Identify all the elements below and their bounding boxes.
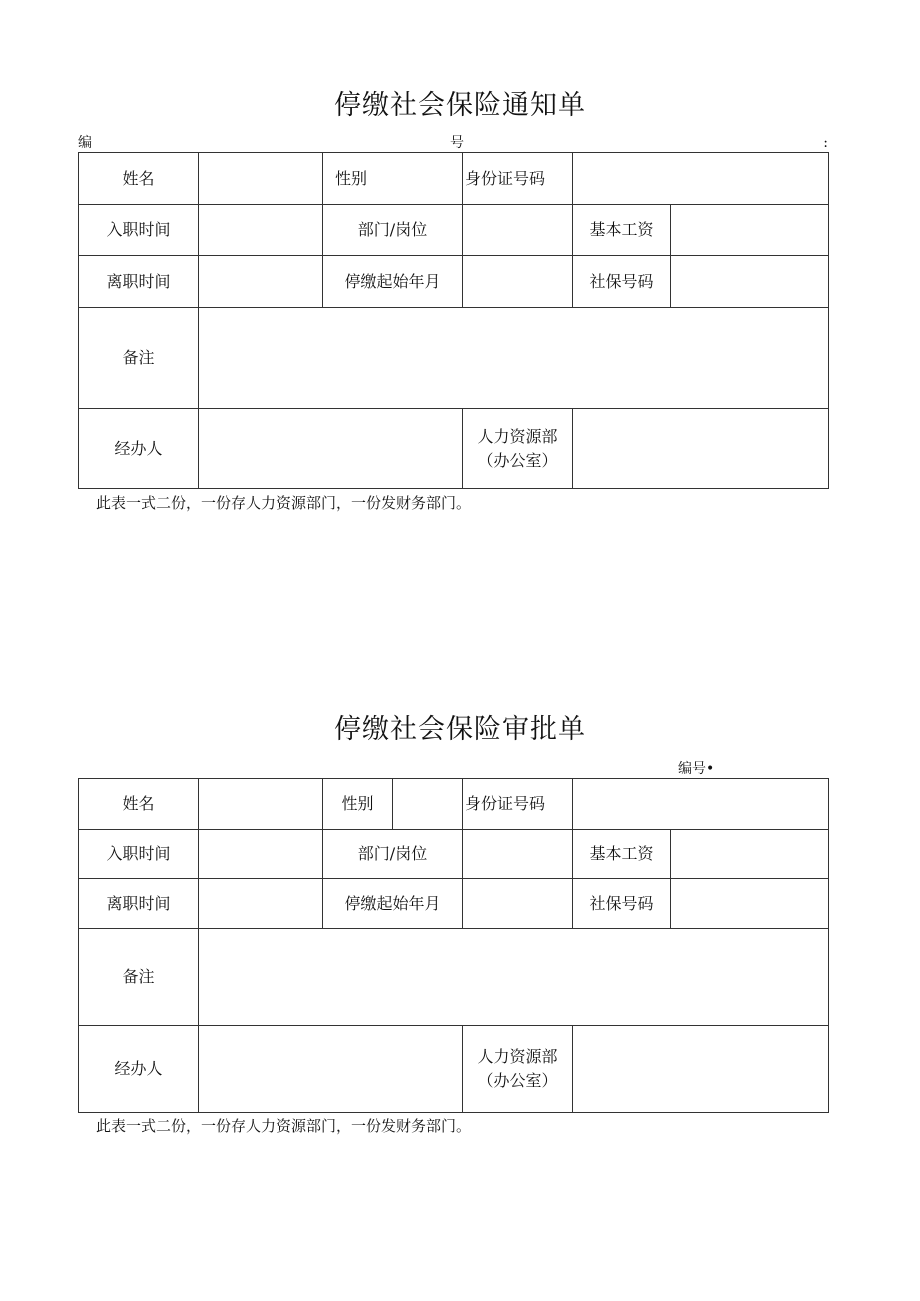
form2-row-name	[79, 779, 829, 830]
form1-row-name	[79, 153, 829, 205]
form2-stop-month-label: 停缴起始年月	[323, 879, 463, 929]
form1-hire-date-field[interactable]	[199, 205, 323, 256]
form1-row-remarks	[79, 308, 829, 409]
form1-ss-number-field[interactable]	[671, 256, 829, 308]
form2-leave-date-label: 离职时间	[79, 879, 199, 929]
form2-dept-post-label: 部门/岗位	[323, 830, 463, 879]
form1-stop-month-field[interactable]	[463, 256, 573, 308]
form1-name-label: 姓名	[79, 153, 199, 205]
form2-hr-dept-label	[463, 1026, 573, 1113]
form1-row-handler	[79, 409, 829, 489]
form1-hr-dept-field[interactable]	[573, 409, 829, 489]
form1-row-leave	[79, 256, 829, 308]
form1-ss-number-label: 社保号码	[573, 256, 671, 308]
form2-dept-post-field[interactable]	[463, 830, 573, 879]
form1-name-field[interactable]	[199, 153, 323, 205]
form1-stop-month-label: 停缴起始年月	[323, 256, 463, 308]
form2-row-hire	[79, 830, 829, 879]
form1-base-salary-field[interactable]	[671, 205, 829, 256]
form1-row-hire	[79, 205, 829, 256]
form1-number-label-colon: :	[823, 135, 828, 151]
form2-number-label: 编号•	[678, 761, 715, 777]
form2-handler-label: 经办人	[79, 1026, 199, 1113]
form2-row-handler	[79, 1026, 829, 1113]
form1-id-number-field[interactable]	[573, 153, 829, 205]
form2-ss-number-label: 社保号码	[573, 879, 671, 929]
form2-base-salary-label: 基本工资	[573, 830, 671, 879]
form1-base-salary-label: 基本工资	[573, 205, 671, 256]
form2-remarks-label: 备注	[79, 929, 199, 1026]
form1-gender-label: 性别	[323, 153, 463, 205]
form1-handler-field[interactable]	[199, 409, 463, 489]
form1-hire-date-label: 入职时间	[79, 205, 199, 256]
form1-hr-dept-label	[463, 409, 573, 489]
form2-name-label: 姓名	[79, 779, 199, 830]
form2-remarks-field[interactable]	[199, 929, 829, 1026]
form1-id-number-label: 身份证号码	[463, 153, 573, 205]
form2-hire-date-label: 入职时间	[79, 830, 199, 879]
form1-leave-date-label: 离职时间	[79, 256, 199, 308]
form1-number-label-left: 编	[78, 135, 92, 151]
form2-gender-field[interactable]	[393, 779, 463, 830]
form2-name-field[interactable]	[199, 779, 323, 830]
form1-handler-label: 经办人	[79, 409, 199, 489]
form1-leave-date-field[interactable]	[199, 256, 323, 308]
form2-title: 停缴社会保险审批单	[334, 714, 586, 745]
form2-row-leave	[79, 879, 829, 929]
form2-hr-dept-line2: （办公室）	[477, 1071, 558, 1090]
form1-number-label-mid: 号	[450, 135, 464, 151]
form2-id-number-field[interactable]	[573, 779, 829, 830]
form1-note: 此表一式二份，一份存人力资源部门，一份发财务部门。	[96, 494, 472, 512]
form2-gender-label: 性别	[323, 779, 393, 830]
form1-hr-dept-line2: （办公室）	[477, 450, 558, 470]
form2-hire-date-field[interactable]	[199, 830, 323, 879]
form2-hr-dept-line1: 人力资源部	[477, 1047, 558, 1066]
form1-remarks-label: 备注	[79, 308, 199, 409]
form1-dept-post-label: 部门/岗位	[323, 205, 463, 256]
form2-ss-number-field[interactable]	[671, 879, 829, 929]
form1-hr-dept-line1: 人力资源部	[477, 426, 558, 446]
form2-note: 此表一式二份，一份存人力资源部门，一份发财务部门。	[96, 1117, 472, 1135]
form2-handler-field[interactable]	[199, 1026, 463, 1113]
form2-stop-month-field[interactable]	[463, 879, 573, 929]
form1-title: 停缴社会保险通知单	[334, 90, 586, 121]
form2-row-remarks	[79, 929, 829, 1026]
form1-table	[78, 152, 829, 489]
form1-remarks-field[interactable]	[199, 308, 829, 409]
form1-number-line	[78, 134, 828, 152]
form2-table	[78, 778, 829, 1113]
form2-id-number-label: 身份证号码	[463, 779, 573, 830]
form2-hr-dept-field[interactable]	[573, 1026, 829, 1113]
form2-leave-date-field[interactable]	[199, 879, 323, 929]
form1-dept-post-field[interactable]	[463, 205, 573, 256]
form2-base-salary-field[interactable]	[671, 830, 829, 879]
